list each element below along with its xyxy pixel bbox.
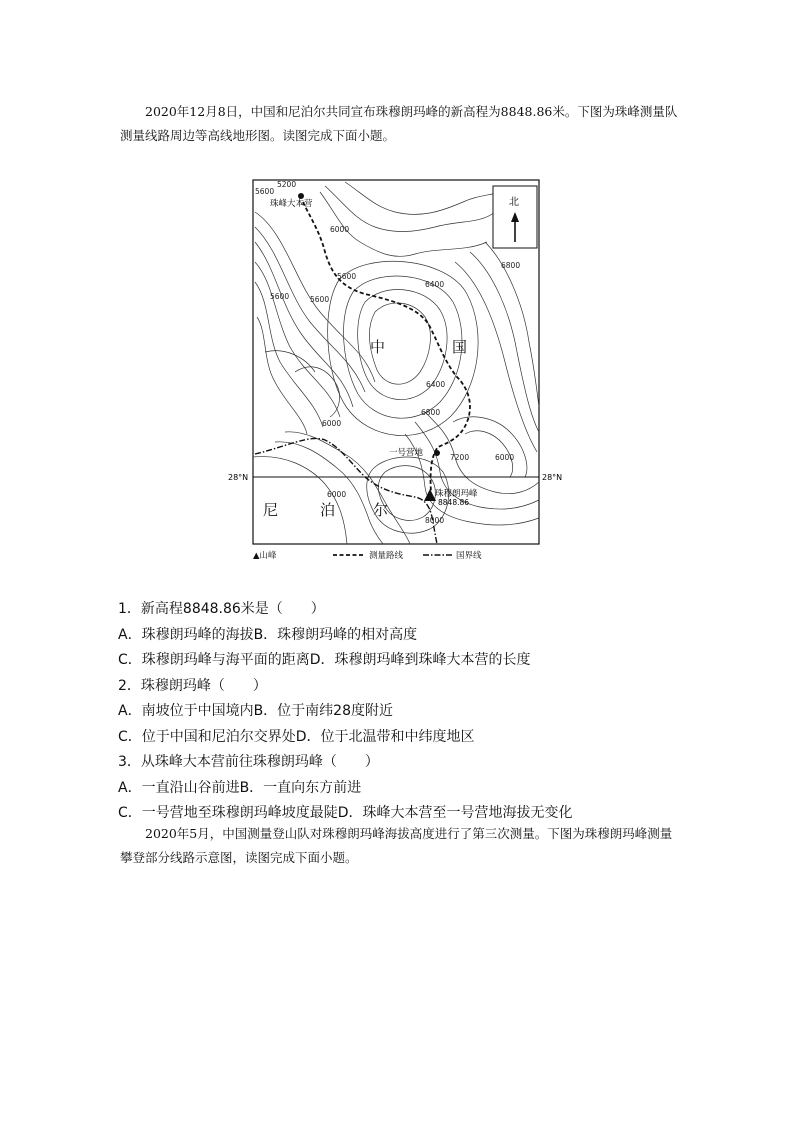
- q1-options-ab: A．珠穆朗玛峰的海拔B．珠穆朗玛峰的相对高度: [118, 626, 418, 643]
- lat-left-label: 28°N: [228, 473, 249, 482]
- contour-map-svg: [225, 172, 585, 572]
- q2-options-ab: A．南坡位于中国境内B．位于南纬28度附近: [118, 703, 393, 719]
- legend-peak: ▲山峰: [253, 551, 277, 561]
- region-label-china: 国: [452, 338, 468, 356]
- q3-options-cd: C．一号营地至珠穆朗玛峰坡度最陡D．珠峰大本营至一号营地海拔无变化: [118, 805, 573, 821]
- contour-label: 6000: [322, 419, 342, 428]
- intro-paragraph-2: [120, 822, 680, 870]
- contour-label: 6800: [501, 261, 521, 270]
- intro-paragraph-1: [120, 100, 680, 148]
- region-label-nepal: 尔: [373, 501, 389, 519]
- peak-name-label: 珠穆朗玛峰: [435, 489, 478, 499]
- camp1-marker: [434, 450, 440, 456]
- contour-label: 5600: [270, 292, 290, 301]
- map-legend: [253, 550, 482, 561]
- contour-label: 6000: [495, 453, 515, 462]
- contour-label: 6000: [327, 490, 347, 499]
- question-2: 2．珠穆朗玛峰（ ）: [118, 677, 267, 694]
- contour-label: 5600: [310, 295, 330, 304]
- contour-label: 6800: [421, 408, 441, 417]
- north-label: 北: [509, 197, 519, 208]
- region-label-nepal: 尼: [263, 501, 279, 519]
- contour-label: 5200: [277, 180, 297, 189]
- contour-label: 7200: [450, 453, 470, 462]
- contour-label: 6000: [330, 225, 350, 234]
- q2-options-cd: C．位于中国和尼泊尔交界处D．位于北温带和中纬度地区: [118, 728, 475, 745]
- legend-route: 测量路线: [369, 551, 404, 561]
- contour-label: 8000: [425, 516, 445, 525]
- legend-border: 国界线: [456, 551, 482, 561]
- peak-elevation-label: 8848.86: [438, 498, 470, 507]
- contour-label: 6400: [425, 280, 445, 289]
- region-label-china: 中: [370, 338, 386, 356]
- base-camp-label: 珠峰大本营: [270, 199, 313, 209]
- question-list: [118, 597, 718, 827]
- region-label-nepal: 泊: [320, 501, 336, 519]
- contour-label: 5600: [337, 272, 357, 281]
- contour-label: 5600: [255, 187, 275, 196]
- lat-right-label: 28°N: [542, 473, 563, 482]
- camp1-label: 一号营地: [389, 448, 424, 458]
- question-1: 1．新高程8848.86米是（ ）: [118, 601, 325, 617]
- contour-label: 6400: [426, 380, 446, 389]
- intro-text-1: 2020年12月8日，中国和尼泊尔共同宣布珠穆朗玛峰的新高程为8848.86米。下图为珠峰测量队测量线路周边等高线地形图。读图完成下面小题。: [120, 104, 678, 143]
- q3-options-ab: A．一直沿山谷前进B．一直向东方前进: [118, 779, 362, 796]
- q1-options-cd: C．珠穆朗玛峰与海平面的距离D．珠穆朗玛峰到珠峰大本营的长度: [118, 652, 531, 668]
- intro-text-2: 2020年5月，中国测量登山队对珠穆朗玛峰海拔高度进行了第三次测量。下图为珠穆朗玛峰测量攀登部分线路示意图，读图完成下面小题。: [120, 826, 673, 865]
- question-3: 3．从珠峰大本营前往珠穆朗玛峰（ ）: [118, 754, 379, 770]
- contour-map: [225, 172, 585, 572]
